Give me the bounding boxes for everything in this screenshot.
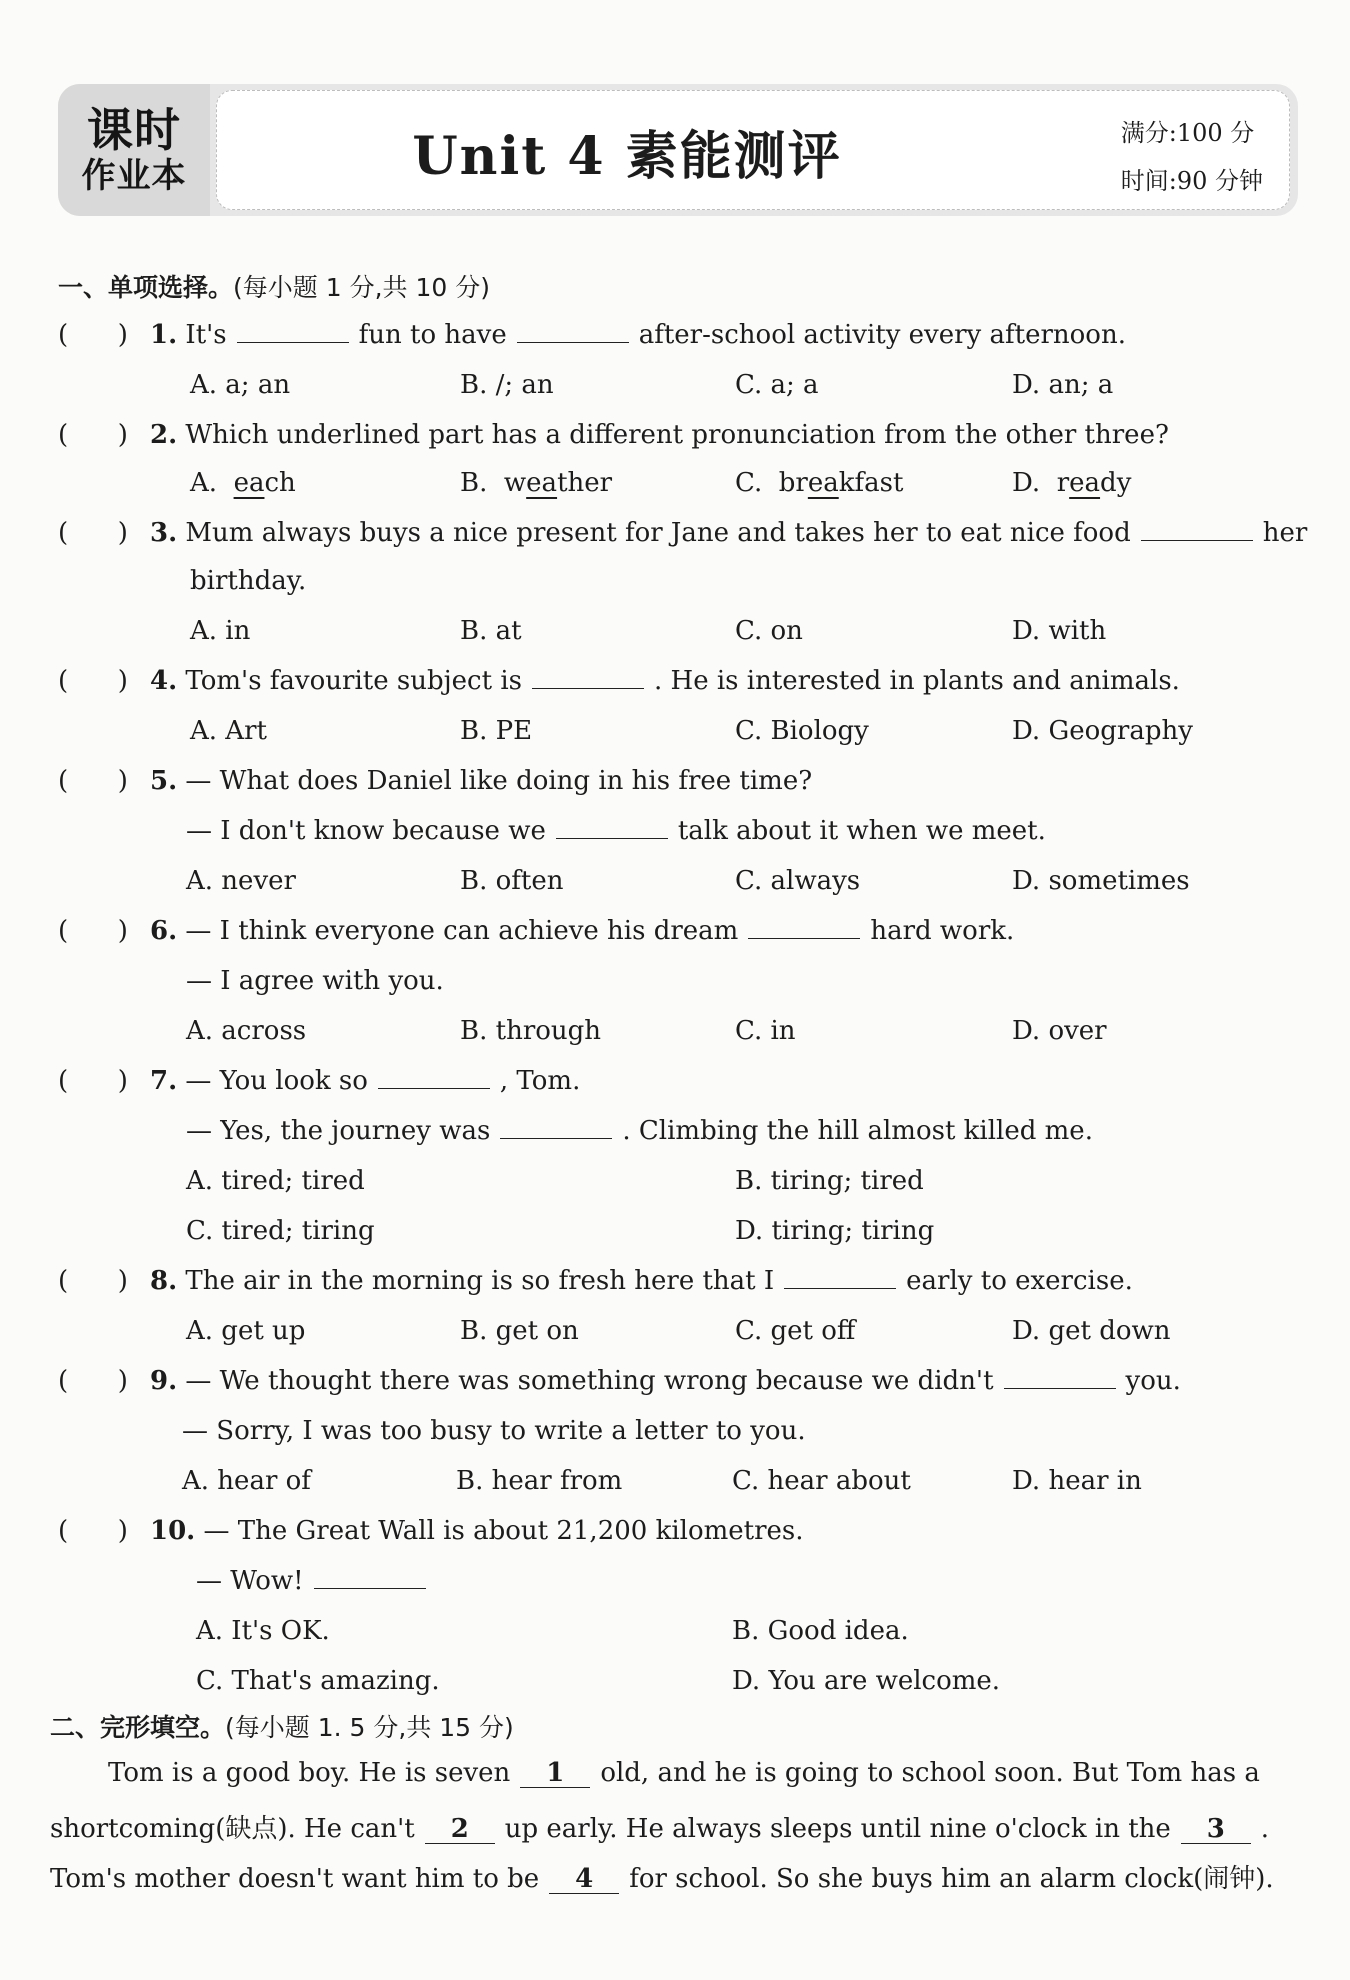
question-7-line2: — Yes, the journey was . Climbing the hill almost killed me. xyxy=(186,1116,1093,1146)
option: B. hear from xyxy=(456,1466,623,1496)
option: D. sometimes xyxy=(1012,866,1190,896)
cloze-blank-4: 4 xyxy=(549,1865,619,1894)
question-3: 3. Mum always buys a nice present for Jane and takes her to eat nice food her xyxy=(150,518,1308,548)
answer-paren: ( ) xyxy=(58,766,128,796)
option: D. tiring; tiring xyxy=(735,1216,935,1246)
option: B. often xyxy=(460,866,564,896)
answer-paren: ( ) xyxy=(58,1266,128,1296)
option: C. tired; tiring xyxy=(186,1216,375,1246)
answer-paren: ( ) xyxy=(58,1366,128,1396)
option: C. hear about xyxy=(732,1466,911,1496)
question-6-line2: — I agree with you. xyxy=(186,966,444,996)
option: B. PE xyxy=(460,716,533,746)
option: C. That's amazing. xyxy=(196,1666,440,1696)
question-2: 2. Which underlined part has a different pronunciation from the other three? xyxy=(150,420,1169,450)
logo xyxy=(58,84,210,216)
option: B. get on xyxy=(460,1316,579,1346)
option: A. tired; tired xyxy=(186,1166,365,1196)
passage-line-3: Tom's mother doesn't want him to be 4 for school. So she buys him an alarm clock(闹钟). xyxy=(50,1864,1274,1894)
blank xyxy=(556,816,668,839)
option: C. breakfast xyxy=(735,468,904,498)
option: D. hear in xyxy=(1012,1466,1142,1496)
logo-line2: 作业本 xyxy=(81,156,187,196)
option: C. always xyxy=(735,866,861,896)
option: A. across xyxy=(186,1016,307,1046)
question-4: 4. Tom's favourite subject is . He is interested in plants and animals. xyxy=(150,666,1180,696)
option: D. get down xyxy=(1012,1316,1171,1346)
option: C. a; a xyxy=(735,370,819,400)
passage-line-1: Tom is a good boy. He is seven 1 old, and he is going to school soon. But Tom has a xyxy=(108,1758,1260,1788)
option: B. /; an xyxy=(460,370,554,400)
option: A. Art xyxy=(190,716,267,746)
option: B. weather xyxy=(460,468,613,498)
question-3-line2: birthday. xyxy=(190,566,307,596)
answer-paren: ( ) xyxy=(58,518,128,548)
question-10: 10. — The Great Wall is about 21,200 kilometres. xyxy=(150,1516,804,1546)
cloze-blank-2: 2 xyxy=(425,1815,495,1844)
answer-paren: ( ) xyxy=(58,420,128,450)
option: A. get up xyxy=(186,1316,306,1346)
blank xyxy=(314,1566,426,1589)
cloze-blank-3: 3 xyxy=(1181,1815,1251,1844)
section1-heading xyxy=(58,268,490,304)
option: C. Biology xyxy=(735,716,869,746)
question-1: 1. It's fun to have after-school activity every afternoon. xyxy=(150,320,1126,350)
section2-title: 二、完形填空。 xyxy=(50,1713,226,1742)
blank xyxy=(748,916,860,939)
blank xyxy=(532,666,644,689)
option: D. over xyxy=(1012,1016,1107,1046)
question-9: 9. — We thought there was something wrong because we didn't you. xyxy=(150,1366,1181,1396)
option: A. never xyxy=(186,866,296,896)
option: A. hear of xyxy=(182,1466,311,1496)
option: D. an; a xyxy=(1012,370,1114,400)
option: D. You are welcome. xyxy=(732,1666,1001,1696)
option: A. It's OK. xyxy=(196,1616,330,1646)
option: D. ready xyxy=(1012,468,1132,498)
section1-note: (每小题 1 分,共 10 分) xyxy=(233,273,490,302)
question-5-line2: — I don't know because we talk about it when we meet. xyxy=(186,816,1046,846)
answer-paren: ( ) xyxy=(58,666,128,696)
full-score: 满分:100 分 xyxy=(1120,119,1255,147)
exam-meta xyxy=(1121,109,1263,205)
answer-paren: ( ) xyxy=(58,916,128,946)
option: C. on xyxy=(735,616,803,646)
answer-paren: ( ) xyxy=(58,320,128,350)
logo-line1: 课时 xyxy=(87,103,181,157)
option: D. with xyxy=(1012,616,1107,646)
blank xyxy=(517,320,629,343)
blank xyxy=(1141,518,1253,541)
option: A. a; an xyxy=(190,370,291,400)
option: C. get off xyxy=(735,1316,856,1346)
option: A. in xyxy=(190,616,251,646)
option: B. at xyxy=(460,616,522,646)
blank xyxy=(237,320,349,343)
question-6: 6. — I think everyone can achieve his dream hard work. xyxy=(150,916,1015,946)
answer-paren: ( ) xyxy=(58,1516,128,1546)
blank xyxy=(500,1116,612,1139)
option: B. tiring; tired xyxy=(735,1166,924,1196)
title-box xyxy=(216,90,1290,210)
cloze-blank-1: 1 xyxy=(520,1759,590,1788)
option: A. each xyxy=(190,468,296,498)
answer-paren: ( ) xyxy=(58,1066,128,1096)
question-7: 7. — You look so , Tom. xyxy=(150,1066,581,1096)
section2-note: (每小题 1. 5 分,共 15 分) xyxy=(225,1713,514,1742)
question-8: 8. The air in the morning is so fresh here that I early to exercise. xyxy=(150,1266,1133,1296)
blank xyxy=(1004,1366,1116,1389)
passage-line-2: shortcoming(缺点). He can't 2 up early. He always sleeps until nine o'clock in the 3 . xyxy=(50,1814,1270,1844)
section1-title: 一、单项选择。 xyxy=(58,273,234,302)
page-title: Unit 4 素能测评 xyxy=(412,125,842,187)
question-5: 5. — What does Daniel like doing in his free time? xyxy=(150,766,813,796)
question-10-line2: — Wow! xyxy=(196,1566,436,1596)
option: C. in xyxy=(735,1016,796,1046)
question-9-line2: — Sorry, I was too busy to write a letter to you. xyxy=(182,1416,806,1446)
section2-heading xyxy=(50,1708,514,1744)
option: B. Good idea. xyxy=(732,1616,909,1646)
header-banner xyxy=(58,84,1298,216)
option: B. through xyxy=(460,1016,602,1046)
time-limit: 时间:90 分钟 xyxy=(1120,167,1263,195)
option: D. Geography xyxy=(1012,716,1193,746)
blank xyxy=(784,1266,896,1289)
blank xyxy=(378,1066,490,1089)
